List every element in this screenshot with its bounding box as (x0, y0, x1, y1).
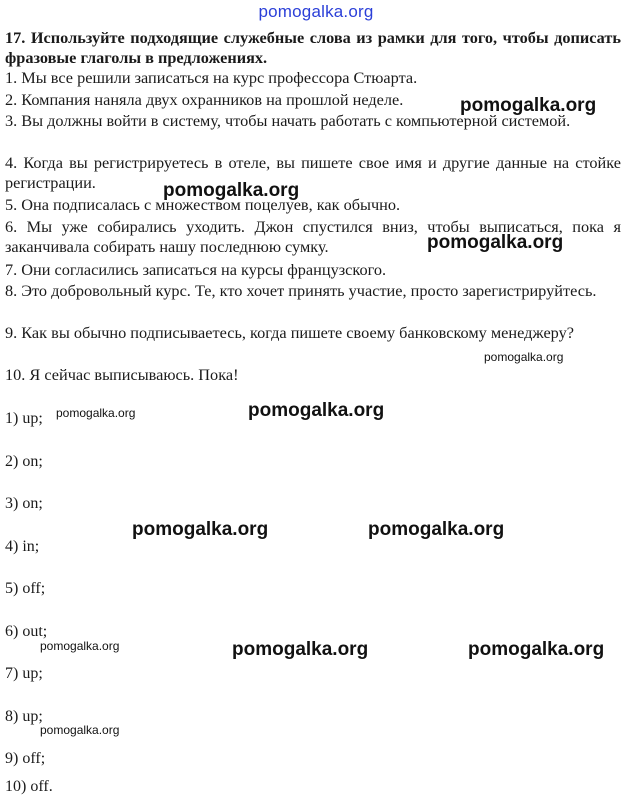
answer-10: 10) off. (5, 778, 53, 795)
watermark-text: pomogalka.org (132, 519, 269, 540)
watermark-text: pomogalka.org (468, 639, 605, 660)
sentence-3: 3. Вы должны войти в систему, чтобы начать работать с компьютерной системой. (5, 111, 571, 130)
sentence-2: 2. Компания наняла двух охранников на прошлой неделе. (5, 90, 404, 109)
sentence-7: 7. Они согласились записаться на курсы французского. (5, 260, 387, 279)
answer-8: 8) up; (5, 708, 43, 725)
task-heading: 17. Используйте подходящие служебные слова из рамки для того, чтобы дописать фразовые глаголы в предложениях. (5, 28, 621, 67)
answer-6: 6) out; (5, 623, 48, 640)
watermark-text: pomogalka.org (40, 639, 120, 653)
sentence-6: 6. Мы уже собирались уходить. Джон спустился вниз, чтобы выписаться, пока я заканчивала собирать нашу последнюю сумку. (5, 217, 621, 256)
watermark-text: pomogalka.org (40, 723, 120, 737)
watermark-text: pomogalka.org (484, 350, 564, 364)
site-watermark-top: pomogalka.org (258, 2, 374, 21)
watermark-text: pomogalka.org (56, 406, 136, 420)
sentence-8: 8. Это добровольный курс. Те, кто хочет принять участие, просто зарегистрируйтесь. (5, 281, 597, 300)
watermark-text: pomogalka.org (368, 519, 505, 540)
watermark-text: pomogalka.org (427, 232, 564, 253)
watermark-text: pomogalka.org (232, 639, 369, 660)
answer-4: 4) in; (5, 538, 40, 555)
answer-1: 1) up; (5, 410, 43, 427)
watermark-text: pomogalka.org (460, 95, 597, 116)
answer-5: 5) off; (5, 580, 46, 597)
sentence-4: 4. Когда вы регистрируетесь в отеле, вы пишете свое имя и другие данные на стойке регистрации. (5, 153, 621, 192)
answer-9: 9) off; (5, 750, 46, 767)
watermark-text: pomogalka.org (163, 180, 300, 201)
sentence-9: 9. Как вы обычно подписываетесь, когда пишете своему банковскому менеджеру? (5, 323, 574, 342)
watermark-text: pomogalka.org (248, 400, 385, 421)
sentence-1: 1. Мы все решили записаться на курс профессора Стюарта. (5, 68, 418, 87)
answer-7: 7) up; (5, 665, 43, 682)
answer-3: 3) on; (5, 495, 43, 512)
sentence-5: 5. Она подписалась с множеством поцелуев, как обычно. (5, 195, 401, 214)
answer-2: 2) on; (5, 453, 43, 470)
sentence-10: 10. Я сейчас выписываюсь. Пока! (5, 365, 239, 384)
